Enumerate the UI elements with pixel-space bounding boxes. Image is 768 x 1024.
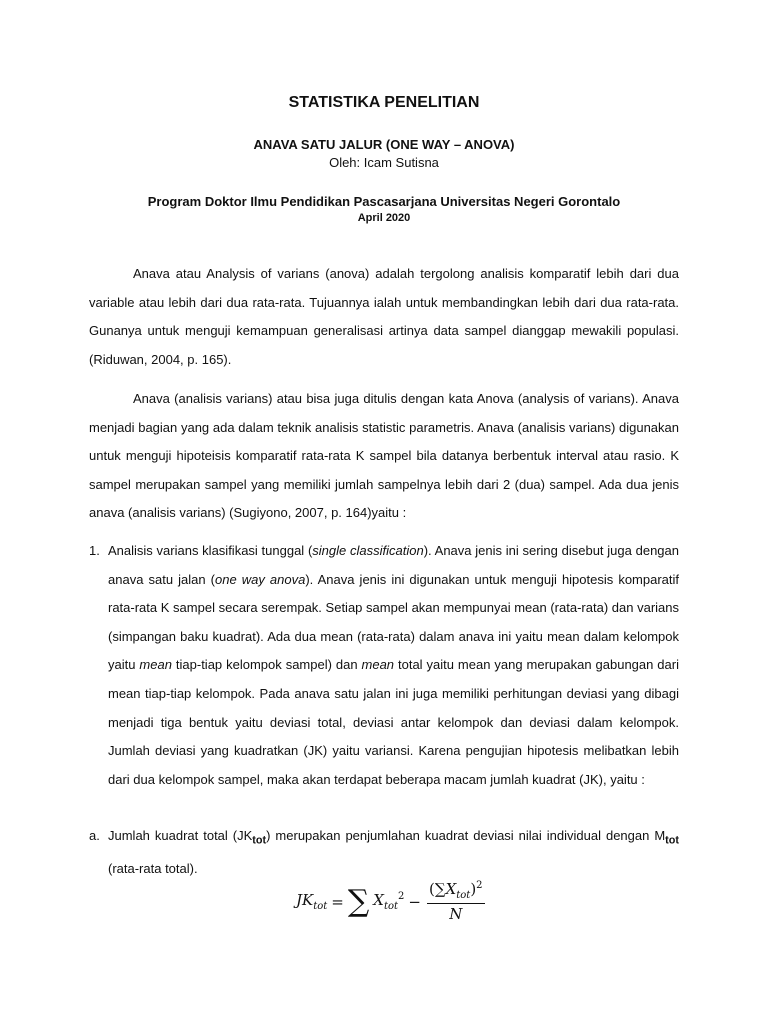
list-italic-term: mean [361,657,395,673]
list-item-body [108,537,679,794]
formula-num-square: 2 [476,880,483,891]
list-text: (rata-rata total). [108,861,198,877]
list-text: Analisis varians klasifikasi tunggal ( [108,543,313,558]
list-item-total-sum-of-squares [89,822,679,884]
list-italic-term: single classification [312,543,424,558]
list-text: tiap-tiap kelompok sampel) dan [171,657,362,673]
list-text: ) merupakan penjumlahan kuadrat deviasi nilai individual dengan M [266,828,666,843]
paragraph-anava-types: Anava (analisis varians) atau bisa juga ditulis dengan kata Anova (analysis of varians). Anava menjadi bagian yang ada dalam teknik analisis statistic parametris. Anava (analisis varians) digunakan untuk menguji hipoteisis komparatif rata-rata K sampel bila datanya berbentuk interval atau rasio. K sampel merupakan sampel yang memiliki jumlah sampelnya lebih dari 2 (dua) sampel. Ada dua jenis anava (analisis varians) (Sugiyono, 2007, p. 164)yaitu : [89,391,679,521]
paragraph-anava-definition: Anava atau Analysis of varians (anova) adalah tergolong analisis komparatif lebih dari dua variable atau lebih dari dua rata-rata. Tujuannya ialah untuk membandingkan lebih dari dua rata-rata. Gunanya untuk menguji kemampuan generalisasi artinya data sampel dianggap mewakili populasi. (Riduwan, 2004, p. 165). [89,266,679,367]
formula-equals: = [331,892,344,911]
formula-fraction [427,880,485,923]
formula-lhs-subscript: tot [313,901,328,912]
list-italic-term: one way anova [214,571,306,587]
list-text: ). Anava jenis ini digunakan untuk menguji hipotesis komparatif rata-rata K sampel secara serempak. Setiap sampel akan mempunyai mean (rata-rata) dan varians (simpangan baku kuadrat). Ada dua mean (rata-rata) dalam anava ini yaitu mean dalam kelompok yaitu [108,571,680,673]
document-date: April 2020 [357,212,411,224]
formula-num-open: (∑ [429,880,446,898]
list-item-body [108,822,679,884]
formula-num-x: X [445,880,457,898]
document-program: Program Doktor Ilmu Pendidikan Pascasarjana Universitas Negeri Gorontalo [147,194,621,209]
list-marker: 1. [89,543,100,558]
document-author: Oleh: Icam Sutisna [329,155,439,170]
list-item-single-classification [89,537,679,794]
list-italic-term: mean [139,657,172,673]
formula-num-close: ) [470,880,477,898]
list-marker: a. [89,828,100,843]
formula-numerator [427,880,485,904]
formula-lhs-symbol: JK [296,891,314,909]
formula-jk-total [296,880,485,923]
formula-x: X [373,891,384,909]
formula-square: 2 [398,891,405,902]
list-text: Jumlah kuadrat total (JK [108,828,253,843]
formula-x-subscript: tot [383,901,399,912]
list-text: total yaitu mean yang merupakan gabungan dari mean tiap-tiap kelompok. Pada anava satu jalan ini juga memiliki perhitungan deviasi yang dibagi menjadi tiga bentuk yaitu deviasi total, deviasi antar kelompok dan deviasi dalam kelompok. Jumlah deviasi yang kuadratkan (JK) yaitu variansi. Karena pengujian hipotesis melibatkan lebih dari dua kelompok sampel, maka akan terdapat beberapa macam jumlah kuadrat (JK), yaitu : [108,657,679,787]
document-subtitle: ANAVA SATU JALUR (ONE WAY – ANOVA) [253,137,515,152]
subscript-tot: tot [665,834,679,847]
formula-denominator: N [449,905,463,923]
formula-lhs [296,891,327,912]
subscript-tot: tot [252,834,267,847]
formula-minus: − [408,892,421,911]
list-text: ). Anava jenis ini sering disebut juga dengan anava satu jalan ( [108,543,679,587]
formula-num-subscript: tot [456,890,471,901]
document-title: STATISTIKA PENELITIAN [288,94,480,111]
formula-sum-term [373,891,404,912]
sigma-icon: ∑ [347,883,370,919]
